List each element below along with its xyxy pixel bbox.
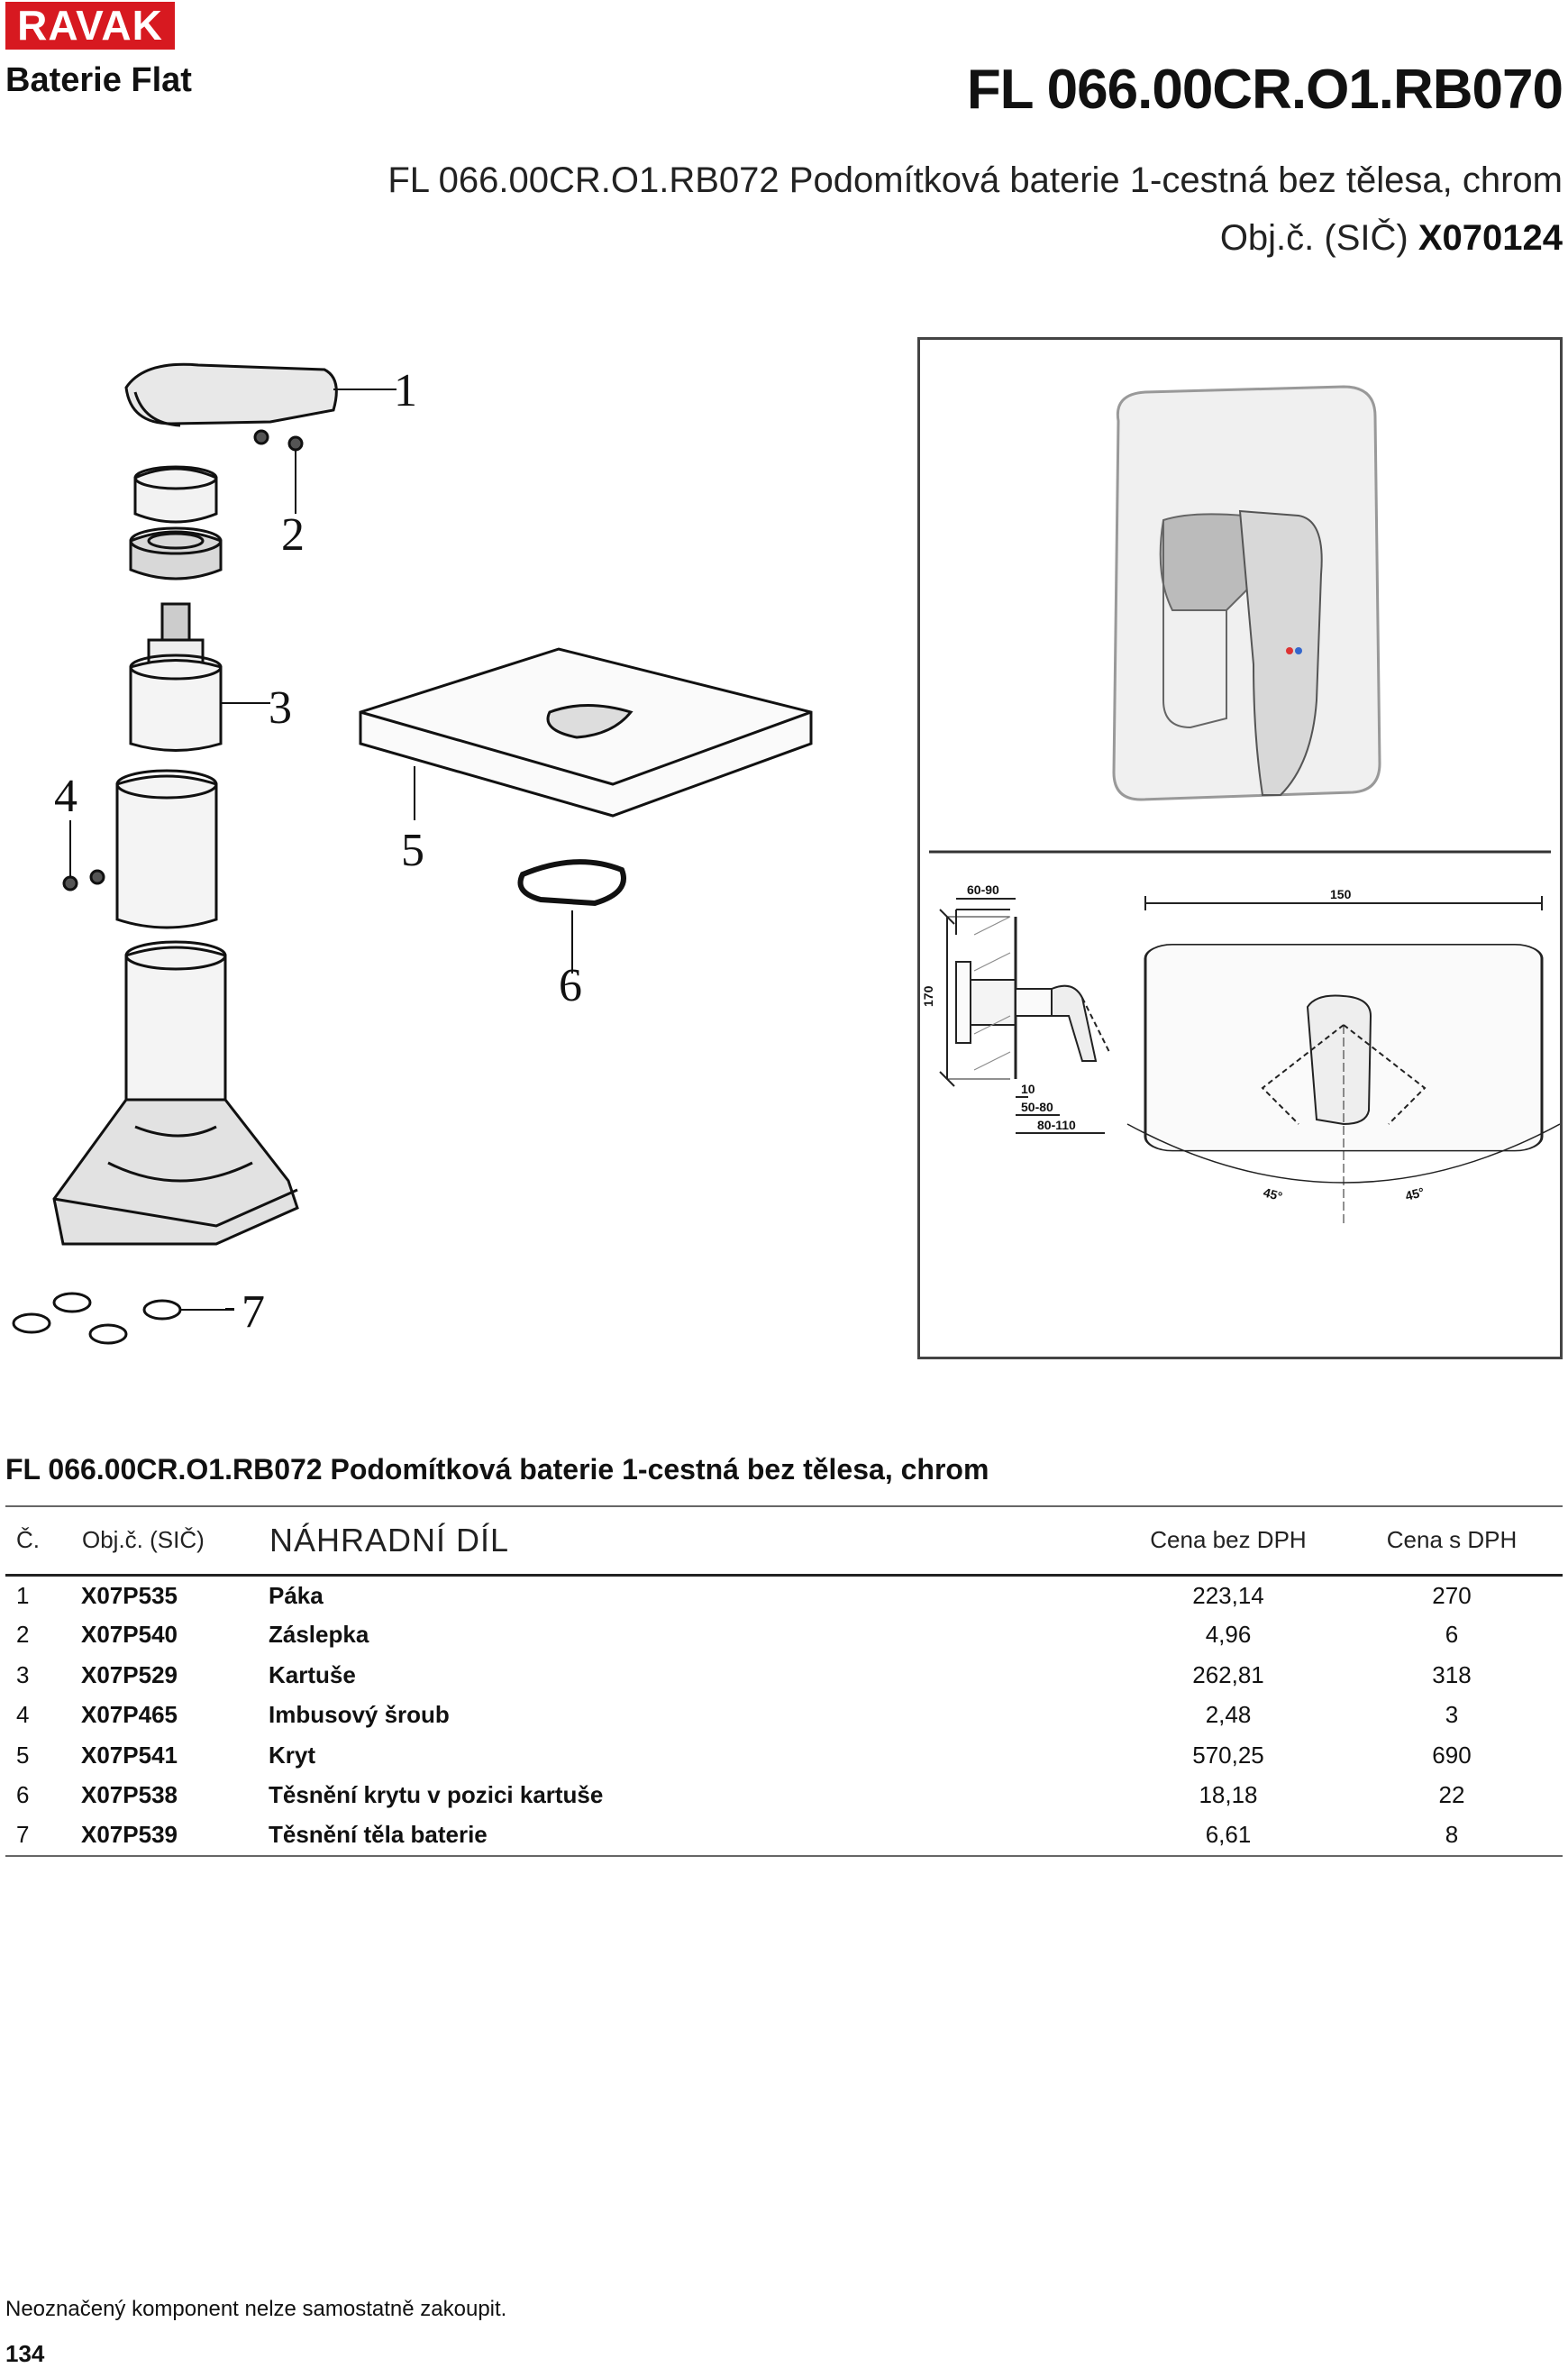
- table-row: [5, 1615, 1563, 1656]
- row-code: X07P465: [81, 1701, 178, 1729]
- row-name: Páka: [269, 1581, 324, 1609]
- row-name: Imbusový šroub: [269, 1701, 450, 1729]
- row-price-ex: 223,14: [1192, 1581, 1264, 1609]
- parts-table-title: FL 066.00CR.O1.RB072 Podomítková baterie 1-cestná bez tělesa, chrom: [5, 1453, 989, 1486]
- dim-height: 170: [921, 985, 935, 1007]
- side-view-drawing: [940, 899, 1109, 1133]
- order-number-line: [1220, 218, 1563, 259]
- row-name: Kartuše: [269, 1660, 356, 1688]
- row-name: Těsnění krytu v pozici kartuše: [269, 1781, 604, 1809]
- dim-depth-range: 60-90: [967, 882, 999, 897]
- row-num: 5: [16, 1741, 30, 1769]
- dim-plate: 10: [1021, 1082, 1035, 1096]
- header-order: Obj.č. (SIČ): [82, 1526, 205, 1554]
- table-row: [5, 1735, 1563, 1776]
- callout-2: 2: [281, 509, 305, 561]
- order-number: X070124: [1418, 218, 1563, 258]
- dim-width: 150: [1330, 887, 1352, 901]
- callout-7: 7: [242, 1286, 265, 1338]
- row-code: X07P535: [81, 1581, 178, 1609]
- callout-5: 5: [401, 825, 424, 876]
- row-price-inc: 22: [1438, 1781, 1465, 1809]
- series-title: Baterie Flat: [5, 61, 192, 99]
- table-row: [5, 1776, 1563, 1816]
- front-view-drawing: [1127, 896, 1560, 1223]
- row-price-ex: 4,96: [1205, 1621, 1252, 1649]
- row-code: X07P529: [81, 1660, 178, 1688]
- header-part: NÁHRADNÍ DÍL: [269, 1521, 510, 1559]
- row-num: 4: [16, 1701, 30, 1729]
- header-price-ex: Cena bez DPH: [1150, 1526, 1307, 1554]
- product-photo: [1114, 387, 1380, 800]
- row-price-ex: 570,25: [1192, 1741, 1264, 1769]
- dim-mid-range: 50-80: [1021, 1100, 1053, 1114]
- product-code: FL 066.00CR.O1.RB070: [966, 59, 1563, 121]
- dim-angle-left: 45°: [1262, 1184, 1284, 1204]
- row-num: 1: [16, 1581, 30, 1609]
- row-price-inc: 270: [1432, 1581, 1472, 1609]
- row-code: X07P539: [81, 1821, 178, 1849]
- row-code: X07P541: [81, 1741, 178, 1769]
- table-row: [5, 1696, 1563, 1736]
- row-code: X07P538: [81, 1781, 178, 1809]
- row-price-inc: 690: [1432, 1741, 1472, 1769]
- row-num: 3: [16, 1660, 30, 1688]
- callout-6: 6: [559, 960, 582, 1011]
- callout-1: 1: [394, 365, 417, 416]
- row-price-ex: 262,81: [1192, 1660, 1264, 1688]
- row-code: X07P540: [81, 1621, 178, 1649]
- dim-total-range: 80-110: [1037, 1118, 1076, 1132]
- order-label: Obj.č. (SIČ): [1219, 218, 1408, 258]
- callout-3: 3: [269, 682, 292, 734]
- row-price-inc: 6: [1445, 1621, 1459, 1649]
- table-row: [5, 1655, 1563, 1696]
- callout-4: 4: [54, 771, 77, 822]
- table-row: [5, 1575, 1563, 1615]
- footnote: Neoznačený komponent nelze samostatně zakoupit.: [5, 2297, 507, 2321]
- product-subtitle: FL 066.00CR.O1.RB072 Podomítková baterie 1-cestná bez tělesa, chrom: [387, 160, 1563, 200]
- row-price-ex: 2,48: [1205, 1701, 1252, 1729]
- ravak-logo: RAVAK: [5, 2, 175, 50]
- row-price-inc: 3: [1445, 1701, 1459, 1729]
- row-name: Záslepka: [269, 1621, 369, 1649]
- exploded-view-diagram: [0, 334, 901, 1361]
- page-number: 134: [5, 2340, 45, 2367]
- row-name: Kryt: [269, 1741, 316, 1769]
- header-price-inc: Cena s DPH: [1386, 1526, 1518, 1554]
- parts-table-header: [5, 1506, 1563, 1575]
- header-num: Č.: [16, 1526, 40, 1554]
- row-num: 7: [16, 1821, 30, 1849]
- dim-angle-right: 45°: [1403, 1184, 1427, 1203]
- row-price-ex: 18,18: [1199, 1781, 1258, 1809]
- row-name: Těsnění těla baterie: [269, 1821, 488, 1849]
- row-price-ex: 6,61: [1205, 1821, 1252, 1849]
- row-price-inc: 318: [1432, 1660, 1472, 1688]
- product-photo-frame: [917, 337, 1563, 1359]
- row-price-inc: 8: [1445, 1821, 1459, 1849]
- row-num: 2: [16, 1621, 30, 1649]
- product-illustration: [920, 340, 1560, 1357]
- parts-table: [5, 1505, 1563, 1857]
- table-row: [5, 1815, 1563, 1856]
- row-num: 6: [16, 1781, 30, 1809]
